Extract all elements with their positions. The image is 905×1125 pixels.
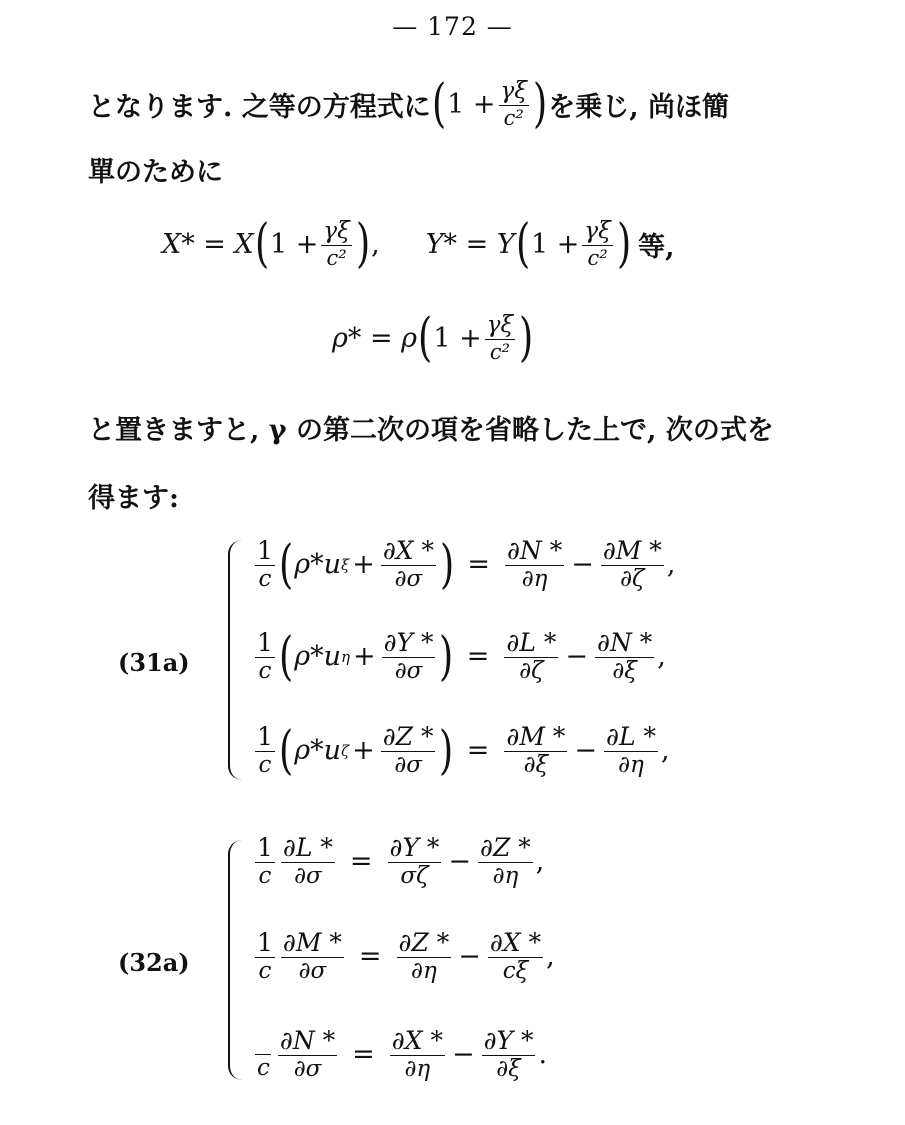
fraction-numerator: 1 <box>257 722 273 751</box>
paren-close: ) <box>519 308 534 368</box>
equation-32a-row <box>252 930 555 983</box>
paren-open: ( <box>431 74 447 134</box>
equation-label-31a: (31a) <box>118 648 190 677</box>
coefficient-fraction <box>255 724 275 777</box>
fraction-denominator: ∂ζ <box>519 658 544 685</box>
minus-sign: − <box>458 941 481 973</box>
fraction <box>390 1028 445 1081</box>
fraction-denominator: ∂ξ <box>523 752 549 779</box>
fraction-numerator: ∂Z * <box>398 928 450 957</box>
fraction-denominator: ∂η <box>411 958 437 985</box>
text-line-1-after: を乗じ, 尚ほ簡 <box>548 91 730 123</box>
paren-open: ( <box>278 626 294 687</box>
fraction-denominator: c <box>258 863 272 890</box>
fraction-numerator: ∂X * <box>489 928 542 957</box>
factor-expression <box>431 74 548 134</box>
fraction <box>488 930 543 983</box>
fraction-denominator: ∂ξ <box>612 658 637 685</box>
fraction <box>397 930 452 983</box>
fraction-numerator: ∂X * <box>382 536 435 565</box>
fraction-numerator: ∂Z * <box>480 833 531 862</box>
fraction-denominator: c <box>257 1055 270 1082</box>
gamma-xi-fraction <box>485 313 515 362</box>
equation-32a-row <box>252 835 544 888</box>
equals-sign: = <box>349 846 373 878</box>
one-plus: 1 + <box>270 228 319 260</box>
coefficient-fraction <box>255 1029 272 1080</box>
equation-label-32a: (32a) <box>118 948 190 977</box>
fraction-denominator: ∂σ <box>298 958 327 985</box>
rho-star-u: ρ*u <box>294 735 341 767</box>
equals-sign: = <box>466 641 490 673</box>
left-brace-32a <box>228 840 244 1080</box>
fraction-numerator: 1 <box>257 928 273 957</box>
fraction-numerator: γξ <box>584 218 611 245</box>
fraction-numerator: γξ <box>486 312 514 339</box>
fraction <box>381 538 436 591</box>
fraction <box>382 630 436 683</box>
fraction-numerator <box>255 1029 271 1055</box>
equation-tail: 等, <box>638 231 675 263</box>
paren-open: ( <box>418 308 433 368</box>
minus-sign: − <box>574 735 598 767</box>
paren-open: ( <box>254 214 269 274</box>
fraction-denominator: c <box>258 566 272 593</box>
fraction-numerator: ∂Y * <box>383 628 434 657</box>
fraction-numerator: ∂M * <box>282 928 342 957</box>
row-end-punctuation: , <box>546 941 555 973</box>
fraction-numerator: ∂N * <box>506 536 563 565</box>
fraction <box>281 835 335 888</box>
equation-31a-row <box>252 534 676 595</box>
fraction-denominator: σζ <box>400 863 429 890</box>
fraction-denominator: ∂σ <box>294 863 322 890</box>
text-line-4: 得ます: <box>88 483 179 514</box>
one-plus: 1 + <box>433 322 482 354</box>
fraction <box>595 630 654 683</box>
fraction-denominator: ∂ξ <box>496 1056 521 1083</box>
fraction-denominator: ∂η <box>492 863 519 890</box>
lhs-y-star: Y* = Y <box>425 228 515 260</box>
coefficient-fraction <box>255 630 275 683</box>
paren-close: ) <box>439 720 454 781</box>
paren-open: ( <box>278 720 294 781</box>
fraction-numerator: γξ <box>500 78 527 105</box>
fraction-denominator: ∂σ <box>394 752 422 779</box>
fraction <box>504 630 558 683</box>
left-brace-31a <box>228 540 244 780</box>
fraction-numerator: ∂L * <box>606 722 656 751</box>
fraction-denominator: c <box>258 752 272 779</box>
fraction-numerator: ∂L * <box>282 833 333 862</box>
fraction-denominator: ∂η <box>521 566 548 593</box>
fraction-denominator: c² <box>489 339 511 364</box>
fraction-denominator: c² <box>587 245 608 270</box>
fraction <box>381 724 436 777</box>
plus-sign: + <box>352 549 375 581</box>
row-end-punctuation: , <box>535 846 545 878</box>
equation-31a-row <box>252 720 670 781</box>
paren-close: ) <box>439 626 454 687</box>
minus-sign: − <box>451 1039 475 1071</box>
fraction-numerator: ∂L * <box>506 628 557 657</box>
fraction-numerator: ∂Y * <box>389 833 440 862</box>
velocity-subscript: η <box>340 647 350 666</box>
fraction-numerator: ∂N * <box>279 1026 336 1055</box>
paren-open: ( <box>278 534 294 595</box>
row-end-punctuation: . <box>538 1039 548 1071</box>
equation-31a-row <box>252 626 666 687</box>
fraction <box>505 538 564 591</box>
fraction <box>601 538 664 591</box>
fraction <box>281 930 344 983</box>
rho-star-u: ρ*u <box>294 549 341 581</box>
equation-rho-star <box>332 308 534 368</box>
fraction-numerator: ∂Y * <box>483 1026 534 1055</box>
fraction <box>482 1028 536 1081</box>
paren-open: ( <box>515 214 530 274</box>
equals-sign: = <box>467 549 490 581</box>
fraction-numerator: 1 <box>257 536 273 565</box>
row-end-punctuation: , <box>661 735 670 767</box>
fraction-numerator: ∂Z * <box>382 722 434 751</box>
rho-star-u: ρ*u <box>294 641 341 673</box>
paren-close: ) <box>440 534 455 595</box>
fraction-denominator: ∂η <box>618 752 644 779</box>
velocity-subscript: ζ <box>340 741 350 760</box>
equation-32a-row <box>252 1028 547 1081</box>
minus-sign: − <box>448 846 472 878</box>
text-line-2: 單のために <box>88 157 223 188</box>
separator-comma: , <box>371 228 380 260</box>
fraction-denominator: ∂σ <box>293 1056 322 1083</box>
gamma-xi-fraction <box>582 219 612 268</box>
coefficient-fraction <box>255 538 275 591</box>
fraction-numerator: 1 <box>257 833 273 862</box>
paren-close: ) <box>616 214 632 274</box>
gamma-xi-fraction <box>321 219 351 268</box>
fraction <box>604 724 658 777</box>
fraction-numerator: 1 <box>257 628 273 657</box>
fraction-denominator: ∂σ <box>394 658 423 685</box>
page-number: — 172 — <box>392 12 513 41</box>
fraction-numerator: γξ <box>323 218 350 245</box>
one-plus: 1 + <box>447 88 496 120</box>
fraction <box>478 835 533 888</box>
text-line-1-before: となります. 之等の方程式に <box>88 91 431 123</box>
equals-sign: = <box>358 941 382 973</box>
lhs-x-star: X* = X <box>162 228 254 260</box>
paren-close: ) <box>355 214 371 274</box>
fraction-denominator: ∂ζ <box>620 566 645 593</box>
velocity-subscript: ξ <box>340 555 350 574</box>
row-end-punctuation: , <box>657 641 666 673</box>
fraction-numerator: ∂M * <box>506 722 566 751</box>
fraction-denominator: ∂η <box>404 1056 431 1083</box>
equals-sign: = <box>466 735 490 767</box>
plus-sign: + <box>352 735 375 767</box>
plus-sign: + <box>352 641 376 673</box>
fraction-denominator: c <box>258 658 272 685</box>
coefficient-fraction <box>255 835 275 888</box>
fraction-numerator: ∂X * <box>391 1026 443 1055</box>
fraction-denominator: c² <box>326 245 347 270</box>
equals-sign: = <box>352 1039 375 1071</box>
fraction-denominator: c² <box>503 105 524 130</box>
gamma-xi-fraction <box>499 79 529 128</box>
fraction-denominator: cξ <box>502 958 529 985</box>
fraction-denominator: ∂σ <box>394 566 423 593</box>
fraction-numerator: ∂N * <box>597 628 653 657</box>
fraction-numerator: ∂M * <box>602 536 662 565</box>
minus-sign: − <box>571 549 594 581</box>
paren-close: ) <box>532 74 548 134</box>
text-line-3: と置きますと, γ の第二次の項を省略した上で, 次の式を <box>88 415 774 446</box>
fraction <box>278 1028 337 1081</box>
coefficient-fraction <box>255 930 275 983</box>
lhs-rho-star: ρ* = ρ <box>332 322 418 354</box>
fraction <box>388 835 442 888</box>
equation-x-y-star <box>162 214 675 274</box>
row-end-punctuation: , <box>666 549 676 581</box>
one-plus: 1 + <box>530 228 580 260</box>
minus-sign: − <box>565 641 589 673</box>
fraction-denominator: c <box>258 958 272 985</box>
fraction <box>504 724 567 777</box>
text-line-1 <box>88 74 730 134</box>
